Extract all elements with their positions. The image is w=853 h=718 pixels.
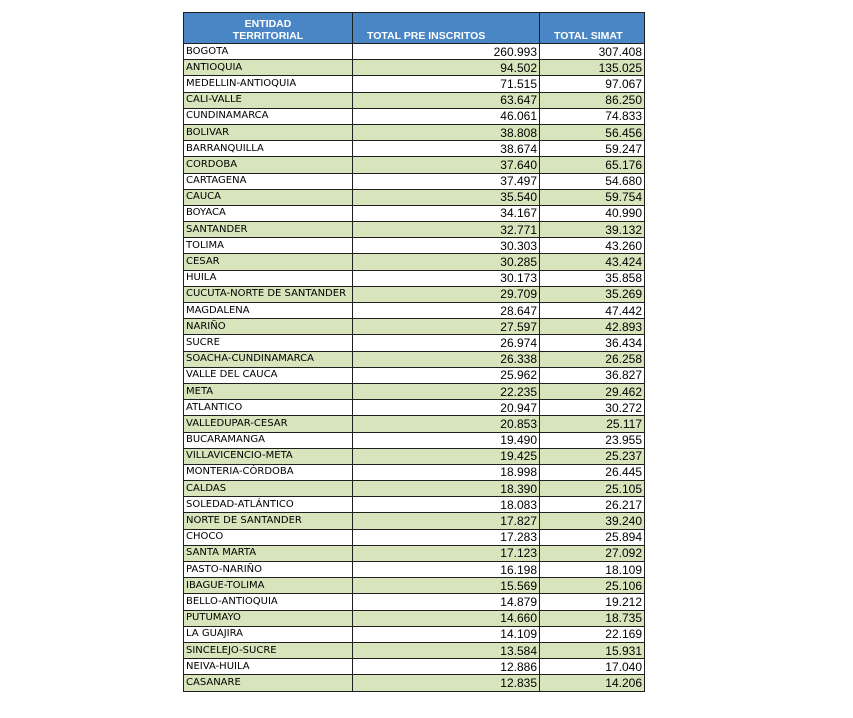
pre-inscritos-cell: 12.886: [353, 659, 540, 675]
simat-cell: 65.176: [540, 157, 645, 173]
table-row: [184, 529, 645, 545]
simat-cell: 25.106: [540, 578, 645, 594]
pre-inscritos-cell: 17.123: [353, 545, 540, 561]
table-row: [184, 238, 645, 254]
entidad-cell: NARIÑO: [184, 319, 353, 335]
table-row: [184, 626, 645, 642]
table-row: [184, 642, 645, 658]
entidad-cell: SOACHA-CUNDINAMARCA: [184, 351, 353, 367]
pre-inscritos-cell: 19.425: [353, 448, 540, 464]
simat-cell: 39.132: [540, 222, 645, 238]
simat-cell: 18.735: [540, 610, 645, 626]
table-row: [184, 286, 645, 302]
simat-cell: 47.442: [540, 303, 645, 319]
simat-cell: 15.931: [540, 642, 645, 658]
table-row: [184, 173, 645, 189]
entidad-cell: BARRANQUILLA: [184, 141, 353, 157]
pre-inscritos-cell: 20.947: [353, 400, 540, 416]
simat-cell: 36.827: [540, 367, 645, 383]
table-row: [184, 205, 645, 221]
entidad-cell: VILLAVICENCIO-META: [184, 448, 353, 464]
table-row: [184, 562, 645, 578]
table-row: [184, 675, 645, 691]
entidad-cell: CALDAS: [184, 481, 353, 497]
simat-cell: 30.272: [540, 400, 645, 416]
pre-inscritos-cell: 38.808: [353, 124, 540, 140]
table-row: [184, 254, 645, 270]
table-row: [184, 659, 645, 675]
table-header: [184, 13, 645, 44]
simat-cell: 14.206: [540, 675, 645, 691]
table-row: [184, 464, 645, 480]
simat-cell: 43.260: [540, 238, 645, 254]
pre-inscritos-cell: 18.998: [353, 464, 540, 480]
entidad-cell: BOLIVAR: [184, 124, 353, 140]
table-row: [184, 432, 645, 448]
header-total-pre-inscritos: TOTAL PRE INSCRITOS: [353, 13, 540, 44]
entidad-cell: NORTE DE SANTANDER: [184, 513, 353, 529]
simat-cell: 26.258: [540, 351, 645, 367]
simat-cell: 59.754: [540, 189, 645, 205]
pre-inscritos-cell: 14.879: [353, 594, 540, 610]
table-row: [184, 76, 645, 92]
pre-inscritos-cell: 14.660: [353, 610, 540, 626]
simat-cell: 17.040: [540, 659, 645, 675]
simat-cell: 307.408: [540, 44, 645, 60]
simat-cell: 22.169: [540, 626, 645, 642]
entidad-cell: BOYACA: [184, 205, 353, 221]
table-row: [184, 92, 645, 108]
pre-inscritos-cell: 17.283: [353, 529, 540, 545]
table-row: [184, 189, 645, 205]
pre-inscritos-cell: 19.490: [353, 432, 540, 448]
pre-inscritos-cell: 15.569: [353, 578, 540, 594]
table-row: [184, 481, 645, 497]
pre-inscritos-cell: 20.853: [353, 416, 540, 432]
simat-cell: 54.680: [540, 173, 645, 189]
simat-cell: 86.250: [540, 92, 645, 108]
pre-inscritos-cell: 14.109: [353, 626, 540, 642]
table-row: [184, 108, 645, 124]
pre-inscritos-cell: 28.647: [353, 303, 540, 319]
entidad-cell: ATLANTICO: [184, 400, 353, 416]
table-row: [184, 60, 645, 76]
pre-inscritos-cell: 34.167: [353, 205, 540, 221]
enrollment-table: [183, 12, 645, 692]
table-row: [184, 610, 645, 626]
table-row: [184, 383, 645, 399]
entidad-cell: PUTUMAYO: [184, 610, 353, 626]
entidad-cell: SINCELEJO-SUCRE: [184, 642, 353, 658]
header-entidad-line1: ENTIDAD: [244, 18, 292, 30]
table-row: [184, 594, 645, 610]
table-row: [184, 303, 645, 319]
simat-cell: 43.424: [540, 254, 645, 270]
simat-cell: 25.105: [540, 481, 645, 497]
simat-cell: 29.462: [540, 383, 645, 399]
table-row: [184, 416, 645, 432]
entidad-cell: SUCRE: [184, 335, 353, 351]
entidad-cell: CALI-VALLE: [184, 92, 353, 108]
simat-cell: 25.894: [540, 529, 645, 545]
entidad-cell: BOGOTA: [184, 44, 353, 60]
simat-cell: 40.990: [540, 205, 645, 221]
entidad-cell: MONTERIA-CÓRDOBA: [184, 464, 353, 480]
header-entidad-line2: TERRITORIAL: [232, 30, 304, 42]
entidad-cell: PASTO-NARIÑO: [184, 562, 353, 578]
pre-inscritos-cell: 12.835: [353, 675, 540, 691]
simat-cell: 26.445: [540, 464, 645, 480]
table-body: [184, 44, 645, 692]
pre-inscritos-cell: 18.390: [353, 481, 540, 497]
table-row: [184, 270, 645, 286]
entidad-cell: CORDOBA: [184, 157, 353, 173]
table-row: [184, 351, 645, 367]
simat-cell: 56.456: [540, 124, 645, 140]
entidad-cell: TOLIMA: [184, 238, 353, 254]
entidad-cell: META: [184, 383, 353, 399]
pre-inscritos-cell: 94.502: [353, 60, 540, 76]
pre-inscritos-cell: 13.584: [353, 642, 540, 658]
table-row: [184, 141, 645, 157]
entidad-cell: MEDELLIN-ANTIOQUIA: [184, 76, 353, 92]
table-row: [184, 319, 645, 335]
pre-inscritos-cell: 29.709: [353, 286, 540, 302]
simat-cell: 97.067: [540, 76, 645, 92]
table-row: [184, 44, 645, 60]
pre-inscritos-cell: 26.974: [353, 335, 540, 351]
entidad-cell: BELLO-ANTIOQUIA: [184, 594, 353, 610]
pre-inscritos-cell: 32.771: [353, 222, 540, 238]
pre-inscritos-cell: 30.303: [353, 238, 540, 254]
simat-cell: 74.833: [540, 108, 645, 124]
pre-inscritos-cell: 16.198: [353, 562, 540, 578]
simat-cell: 59.247: [540, 141, 645, 157]
pre-inscritos-cell: 46.061: [353, 108, 540, 124]
entidad-cell: SANTANDER: [184, 222, 353, 238]
simat-cell: 19.212: [540, 594, 645, 610]
entidad-cell: CESAR: [184, 254, 353, 270]
table-row: [184, 497, 645, 513]
table-row: [184, 400, 645, 416]
entidad-cell: SOLEDAD-ATLÁNTICO: [184, 497, 353, 513]
table-row: [184, 335, 645, 351]
pre-inscritos-cell: 38.674: [353, 141, 540, 157]
simat-cell: 25.237: [540, 448, 645, 464]
header-entidad-territorial: [184, 13, 353, 44]
simat-cell: 39.240: [540, 513, 645, 529]
pre-inscritos-cell: 22.235: [353, 383, 540, 399]
entidad-cell: IBAGUE-TOLIMA: [184, 578, 353, 594]
simat-cell: 26.217: [540, 497, 645, 513]
pre-inscritos-cell: 27.597: [353, 319, 540, 335]
simat-cell: 36.434: [540, 335, 645, 351]
entidad-cell: SANTA MARTA: [184, 545, 353, 561]
pre-inscritos-cell: 63.647: [353, 92, 540, 108]
simat-cell: 135.025: [540, 60, 645, 76]
entidad-cell: CASANARE: [184, 675, 353, 691]
table-row: [184, 367, 645, 383]
pre-inscritos-cell: 25.962: [353, 367, 540, 383]
pre-inscritos-cell: 17.827: [353, 513, 540, 529]
entidad-cell: CAUCA: [184, 189, 353, 205]
entidad-cell: NEIVA-HUILA: [184, 659, 353, 675]
pre-inscritos-cell: 30.173: [353, 270, 540, 286]
pre-inscritos-cell: 18.083: [353, 497, 540, 513]
header-total-simat: TOTAL SIMAT: [540, 13, 645, 44]
entidad-cell: CHOCO: [184, 529, 353, 545]
entidad-cell: CUNDINAMARCA: [184, 108, 353, 124]
simat-cell: 23.955: [540, 432, 645, 448]
pre-inscritos-cell: 37.640: [353, 157, 540, 173]
pre-inscritos-cell: 260.993: [353, 44, 540, 60]
table-row: [184, 124, 645, 140]
pre-inscritos-cell: 71.515: [353, 76, 540, 92]
entidad-cell: HUILA: [184, 270, 353, 286]
entidad-cell: CUCUTA-NORTE DE SANTANDER: [184, 286, 353, 302]
pre-inscritos-cell: 30.285: [353, 254, 540, 270]
header-row: [184, 13, 645, 44]
pre-inscritos-cell: 35.540: [353, 189, 540, 205]
table-row: [184, 545, 645, 561]
table-row: [184, 578, 645, 594]
table-row: [184, 448, 645, 464]
pre-inscritos-cell: 37.497: [353, 173, 540, 189]
simat-cell: 25.117: [540, 416, 645, 432]
simat-cell: 42.893: [540, 319, 645, 335]
entidad-cell: BUCARAMANGA: [184, 432, 353, 448]
simat-cell: 35.858: [540, 270, 645, 286]
pre-inscritos-cell: 26.338: [353, 351, 540, 367]
entidad-cell: VALLEDUPAR-CESAR: [184, 416, 353, 432]
entidad-cell: MAGDALENA: [184, 303, 353, 319]
simat-cell: 18.109: [540, 562, 645, 578]
simat-cell: 27.092: [540, 545, 645, 561]
table-row: [184, 157, 645, 173]
table-row: [184, 513, 645, 529]
entidad-cell: ANTIOQUIA: [184, 60, 353, 76]
entidad-cell: VALLE DEL CAUCA: [184, 367, 353, 383]
entidad-cell: CARTAGENA: [184, 173, 353, 189]
entidad-cell: LA GUAJIRA: [184, 626, 353, 642]
simat-cell: 35.269: [540, 286, 645, 302]
table-row: [184, 222, 645, 238]
